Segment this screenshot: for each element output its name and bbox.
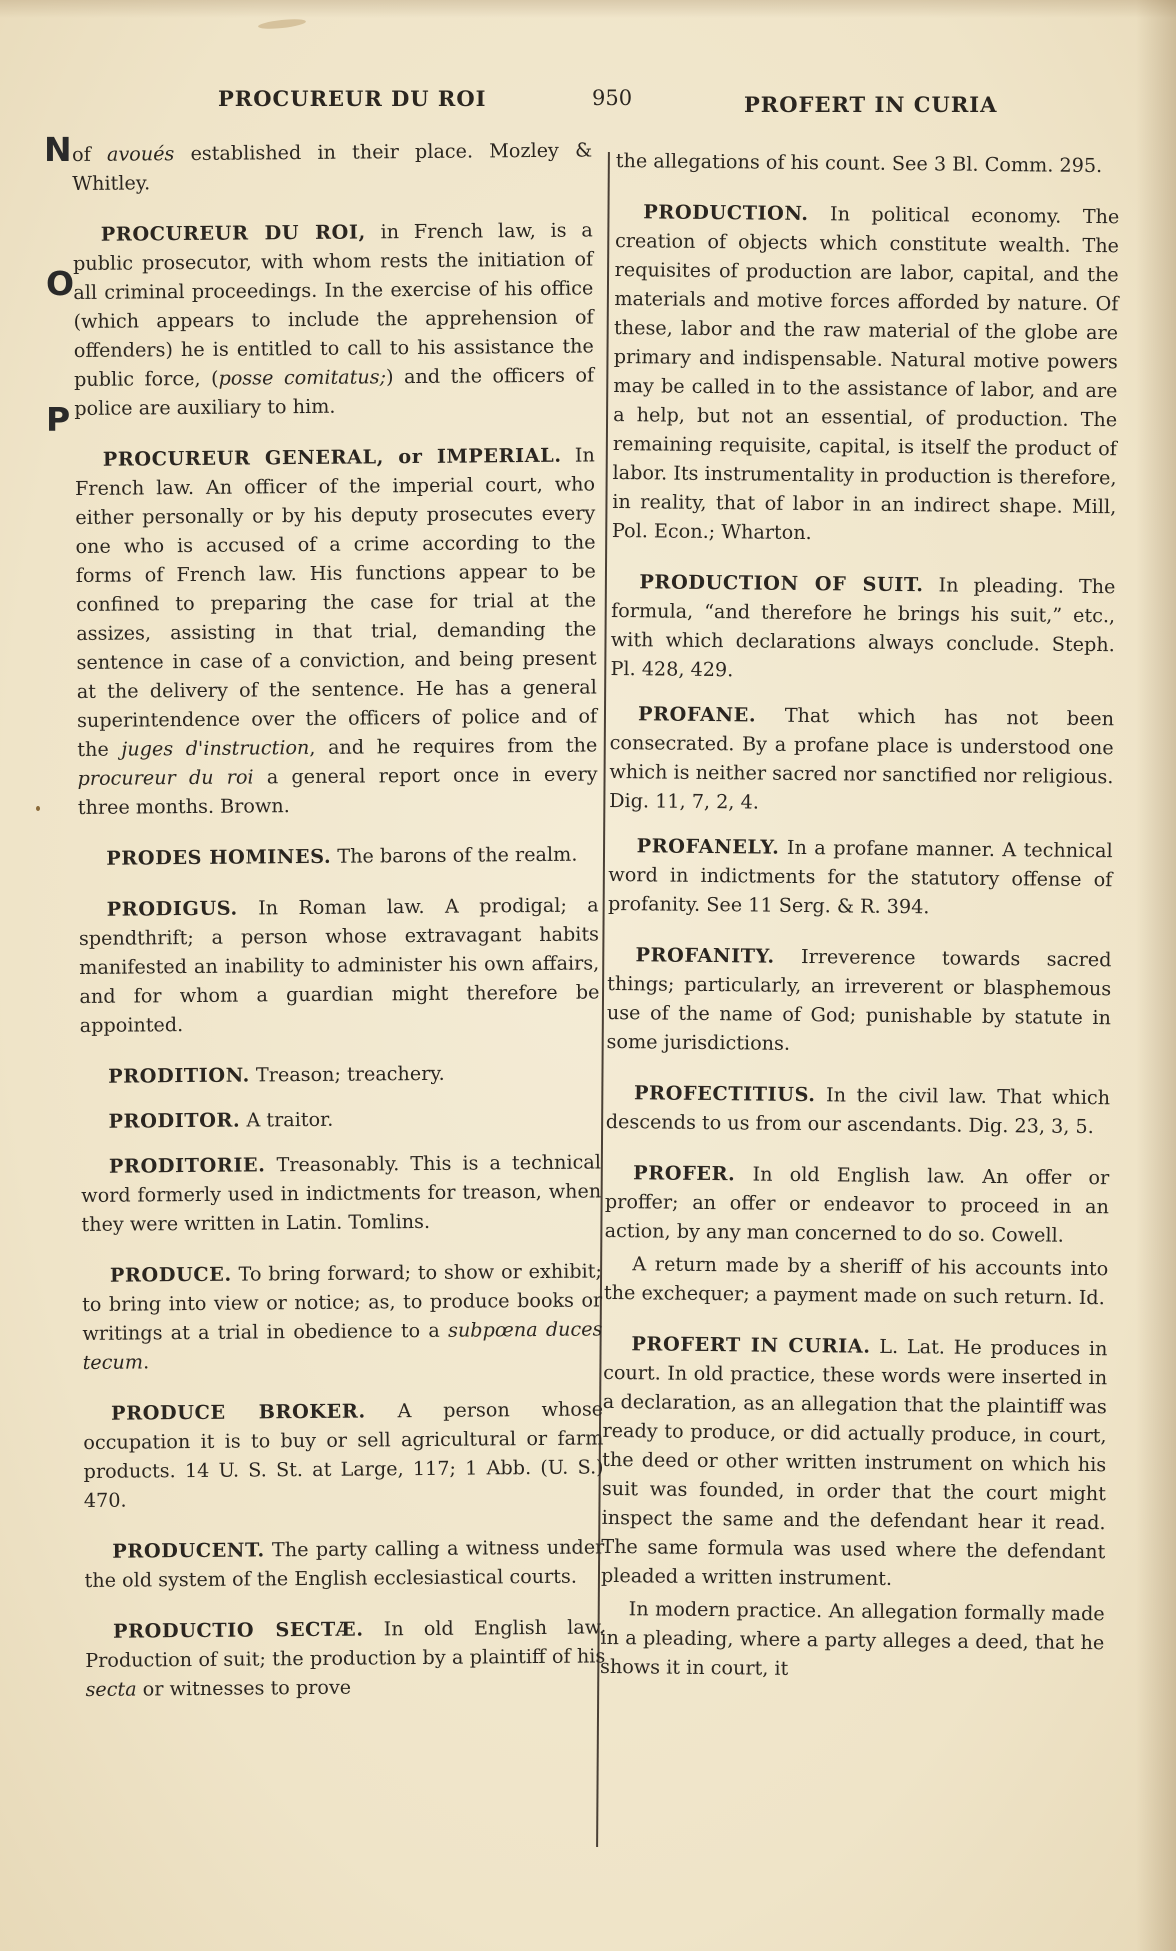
dictionary-entry-produce-broker: [83, 1394, 604, 1515]
entry-definition: in French law, is a public prosecutor, with whom rests the initiation of all criminal proceedings. In the exercise of his office (which appears to include the apprehension of offenders) he is entitled to call to his assistance the public force, (posse comitatus;) and the officers of police are auxiliary to him.: [72, 218, 595, 420]
dictionary-entry-production: [612, 197, 1120, 550]
left-column: [72, 135, 606, 1725]
entry-headword: PROFER.: [633, 1161, 736, 1186]
entry-headword: PRODUCTIO SECTÆ.: [112, 1617, 364, 1643]
dictionary-entry-procureur-general: [75, 440, 598, 822]
dictionary-entry-profane: [609, 699, 1114, 820]
entry-headword: PRODIGUS.: [106, 896, 238, 921]
dictionary-entry-profer-2: [604, 1249, 1109, 1312]
dictionary-entry-profert-2: [600, 1594, 1105, 1686]
running-head-right: PROFERT IN CURIA: [744, 92, 998, 117]
thumb-index-letter: N: [44, 130, 72, 169]
dictionary-entry-profanely: [608, 831, 1113, 923]
dictionary-entry-production-of-suit: [610, 567, 1115, 688]
entry-definition: In the civil law. That which descends to us from our ascendants. Dig. 23, 3, 5.: [605, 1083, 1111, 1139]
dictionary-entry-profert-in-curia: [601, 1329, 1108, 1595]
entry-definition: In old English law. An offer or proffer; an offer or endeavor to proceed in an action, by any man concerned to do so. Cowell.: [604, 1162, 1110, 1247]
dictionary-entry-prodition: [80, 1057, 600, 1091]
entry-definition: To bring forward; to show or exhibit; to bring into view or notice; as, to produce books or writings at a trial in obedience to a subpœna duces tecum.: [82, 1259, 603, 1374]
dictionary-entry-profectitius: [606, 1078, 1111, 1141]
entry-definition: In modern practice. An allegation formally made in a pleading, where a party alleges a deed, that he shows it in court, it: [599, 1597, 1105, 1680]
entry-headword: PRODITORIE.: [108, 1153, 266, 1178]
entry-definition: The party calling a witness under the old system of the English ecclesiastical courts.: [84, 1535, 605, 1592]
page-top-edge: [0, 0, 1176, 18]
entry-definition: A person whose occupation it is to buy or sell agricultural or farm products. 14 U. S. St. at Large, 117; 1 Abb. (U. S.) 470.: [83, 1397, 604, 1512]
entry-headword: PRODUCTION.: [643, 200, 809, 226]
entry-definition: That which has not been consecrated. By a profane place is understood one which is neither sacred nor sanctified nor religious. Dig. 11, 7, 2, 4.: [609, 703, 1115, 814]
dictionary-entry-cont: [616, 146, 1120, 180]
entry-definition: A return made by a sheriff of his accounts into the exchequer; a payment made on such return. Id.: [603, 1252, 1109, 1310]
dictionary-entry-producent: [84, 1532, 604, 1595]
entry-headword: PRODUCE.: [109, 1262, 232, 1287]
entry-definition: In French law. An officer of the imperial court, who either personally or by his deputy prosecutes every one who is accused of a crime according to the forms of French law. His functions appear to be confined to preparing the case for trial at the assizes, assisting in that trial, demanding the sentence in case of a conviction, and being present at the delivery of the sentence. He has a general superintendence over the officers of police and of the juges d'instruction, and he requires from the procureur du roi a general report once in every three months. Brown.: [74, 443, 598, 819]
entry-definition: In a profane manner. A technical word in indictments for the statutory offense of profanity. See 11 Serg. & R. 394.: [607, 835, 1113, 919]
entry-definition: Treasonably. This is a technical word formerly used in indictments for treason, when they were written in Latin. Tomlins.: [81, 1150, 602, 1236]
entry-definition: of avoués established in their place. Mozley & Whitley.: [72, 138, 593, 195]
entry-headword: PRODITOR.: [108, 1108, 241, 1133]
dictionary-entry-profanity: [606, 940, 1111, 1061]
running-head-left: PROCUREUR DU ROI: [218, 86, 487, 111]
thumb-index-letter: O: [46, 264, 75, 303]
entry-headword: PRODUCTION OF SUIT.: [639, 570, 924, 597]
dictionary-entry-proditor: [80, 1102, 600, 1136]
entry-headword: PROFANE.: [637, 702, 757, 727]
dictionary-entry-procureur-du-roi: [73, 215, 595, 423]
entry-headword: PROCUREUR DU ROI,: [100, 220, 366, 246]
dictionary-entry-produce: [82, 1256, 603, 1377]
entry-definition: The barons of the realm.: [337, 842, 578, 868]
right-column: [600, 146, 1120, 1708]
dictionary-entry-productio-sectae: [85, 1612, 606, 1704]
ink-speck: [36, 806, 40, 811]
page-smudge: [258, 18, 307, 31]
entry-headword: PROFANITY.: [635, 943, 775, 968]
dictionary-entry-cont: [72, 135, 592, 198]
spine-shadow: [1136, 0, 1176, 1951]
entry-definition: the allegations of his count. See 3 Bl. Comm. 295.: [615, 148, 1103, 178]
entry-definition: Treason; treachery.: [255, 1061, 445, 1087]
dictionary-entry-prodes-homines: [78, 839, 598, 873]
entry-headword: PRODUCE BROKER.: [111, 1399, 366, 1425]
running-head: [0, 86, 1176, 126]
dictionary-entry-prodigus: [79, 890, 600, 1040]
entry-headword: PRODUCENT.: [112, 1538, 265, 1563]
entry-headword: PROFERT IN CURIA.: [631, 1332, 871, 1358]
entry-headword: PROCUREUR GENERAL, or IMPERIAL.: [102, 443, 562, 471]
thumb-index-letter: P: [46, 400, 71, 439]
entry-headword: PROFANELY.: [636, 834, 780, 859]
entry-definition: In pleading. The formula, “and therefore he brings his suit,” etc., with which declarations always conclude. Steph. Pl. 428, 429.: [610, 573, 1116, 682]
entry-definition: L. Lat. He produces in court. In old practice, these words were inserted in a declaration, as an allegation that the plaintiff was ready to produce, or did actually produce, in court, the deed or other written instrument on which his suit was founded, in order that the court might inspect the same and the defendant hear it read. The same formula was used where the defendant pleaded a written instrument.: [600, 1334, 1108, 1590]
entry-definition: In Roman law. A prodigal; a spendthrift; a person whose extravagant habits manifested an inability to administer his own affairs, and for whom a guardian might therefore be appointed.: [78, 893, 600, 1037]
entry-headword: PRODES HOMINES.: [106, 844, 332, 870]
page-number: 950: [592, 86, 633, 110]
entry-headword: PRODITION.: [108, 1063, 250, 1088]
entry-definition: A traitor.: [246, 1107, 334, 1132]
entry-definition: Irreverence towards sacred things; particularly, an irreverent or blasphemous use of the name of God; punishable by statute in some jurisdictions.: [606, 944, 1112, 1055]
entry-headword: PROFECTITIUS.: [633, 1081, 816, 1107]
entry-definition: In old English law. Production of suit; the production by a plaintiff of his secta or witnesses to prove: [85, 1615, 606, 1701]
dictionary-entry-proditorie: [81, 1147, 602, 1239]
dictionary-entry-profer: [604, 1158, 1109, 1250]
entry-definition: In political economy. The creation of objects which constitute wealth. The requisites of production are labor, capital, and the materials and motive forces afforded by nature. Of these, labor and the raw material of the globe are primary and indispensable. Natural motive powers may be called in to the assistance of labor, and are a help, but not an essential, of production. The remaining requisite, capital, is itself the product of labor. Its instrumentality in production is therefore, in reality, that of labor in an indirect shape. Mill, Pol. Econ.; Wharton.: [611, 202, 1120, 545]
